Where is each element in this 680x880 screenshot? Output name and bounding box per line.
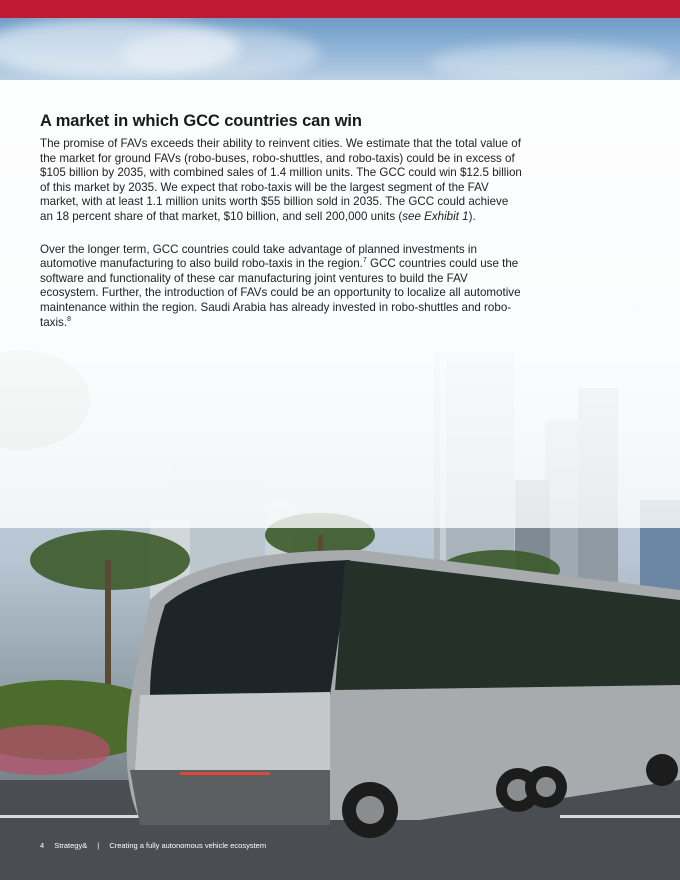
page-number: 4 <box>40 841 45 850</box>
footnote-ref-8: 8 <box>67 315 71 323</box>
article-body <box>40 112 522 348</box>
paragraph-1: The promise of FAVs exceeds their ability to reinvent cities. We estimate that the total value of the market for ground FAVs (robo-buses, robo-shuttles, and robo-taxis) could be in excess of $105 billion by 2035, with combined sales of 1.4 million units. The GCC could win $12.5 billion of this market by 2035. We expect that robo-taxis will be the largest segment of the FAV market, with at least 1.1 million units worth $55 billion sold in 2035. The GCC could achieve an 18 percent share of that market, $10 billion, and sell 200,000 units (see Exhibit 1). <box>40 137 522 223</box>
footnote-ref-7: 7 <box>362 257 367 265</box>
section-heading: A market in which GCC countries can win <box>40 112 362 130</box>
paragraph-2: Over the longer term, GCC countries could take advantage of planned investments in automotive manufacturing to also build robo-taxis in the region.$^7$ GCC countries could use the software and functionality of these car manufacturing joint ventures to build the FAV ecosystem. Further, the introduction of FAVs could be an opportunity to localize all automotive maintenance within the region. Saudi Arabia has already invested in robo-shuttles and robo-taxis.$^8$ <box>40 242 521 329</box>
footer-doc-title: Creating a fully autonomous vehicle ecosystem <box>109 841 267 850</box>
top-accent-bar <box>0 0 680 18</box>
exhibit-reference: see Exhibit 1 <box>402 209 469 223</box>
footer-brand: Strategy& <box>54 841 88 850</box>
page-footer <box>40 841 274 850</box>
sky-banner-image <box>0 18 680 80</box>
footer-separator: | <box>97 841 100 850</box>
